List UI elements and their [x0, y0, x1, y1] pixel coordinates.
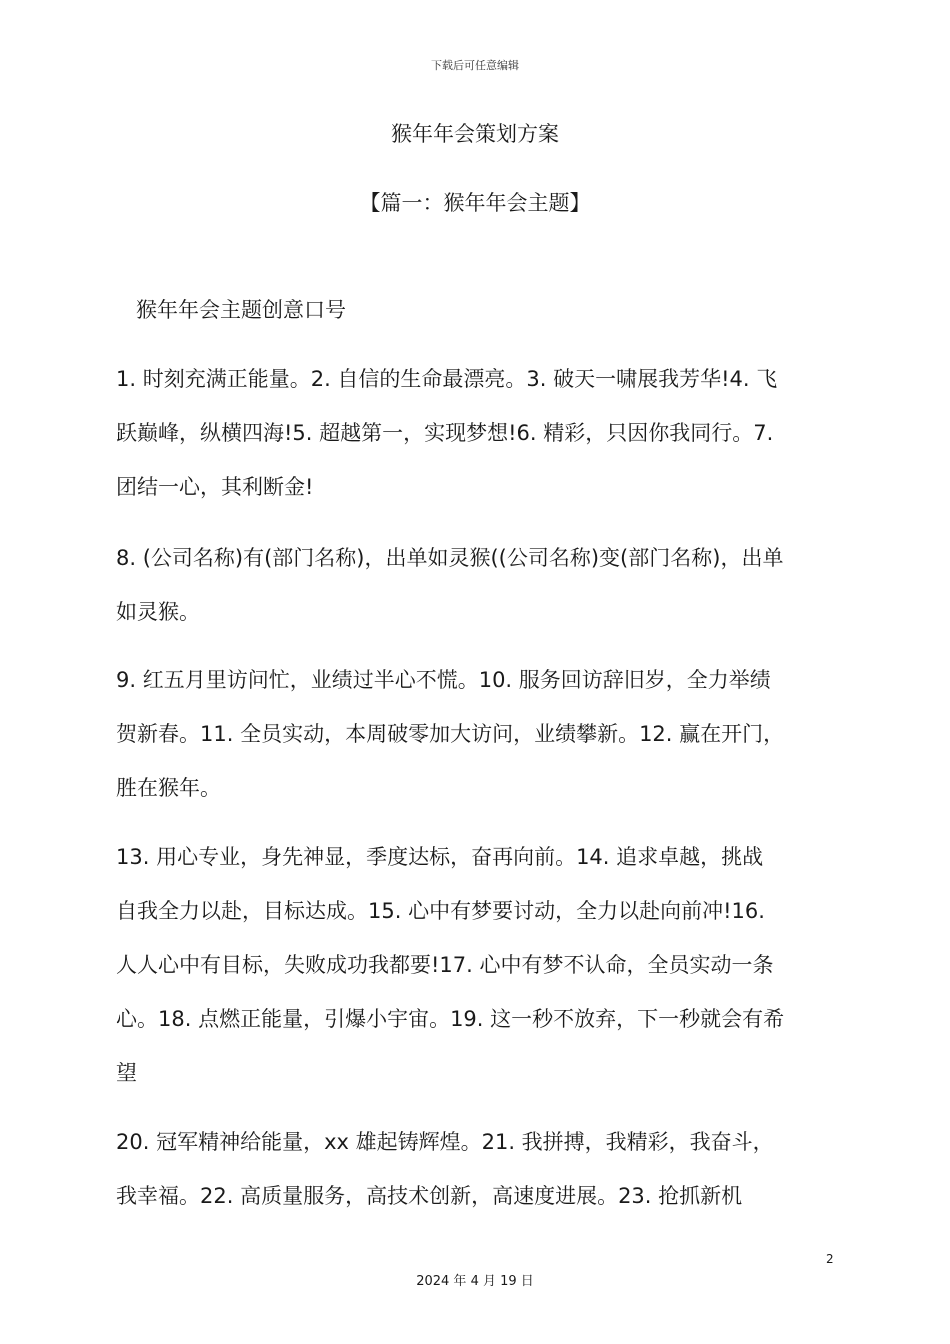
slogan-paragraph-1: [116, 352, 841, 514]
paragraph-line: 人人心中有目标，失败成功我都要!17. 心中有梦不认命，全员实动一条: [116, 953, 774, 977]
paragraph-line: 望: [116, 1061, 137, 1085]
paragraph-line: 自我全力以赴，目标达成。15. 心中有梦要讨动，全力以赴向前冲!16.: [116, 899, 765, 923]
paragraph-line: 团结一心，其利断金!: [116, 475, 314, 499]
footer-date: 2024 年 4 月 19 日: [416, 1274, 534, 1289]
slogan-paragraph-4: [116, 830, 841, 1100]
page-number: 2: [826, 1252, 834, 1266]
paragraph-line: 20. 冠军精神给能量，xx 雄起铸辉煌。21. 我拼搏，我精彩，我奋斗，: [116, 1130, 774, 1154]
paragraph-line: 心。18. 点燃正能量，引爆小宇宙。19. 这一秒不放弃，下一秒就会有希: [116, 1007, 785, 1031]
header-note: 下载后可任意编辑: [431, 59, 519, 72]
document-title: 猴年年会策划方案: [391, 122, 559, 146]
paragraph-line: 如灵猴。: [116, 600, 200, 624]
paragraph-line: 跃巅峰，纵横四海!5. 超越第一，实现梦想!6. 精彩，只因你我同行。7.: [116, 421, 774, 445]
slogan-paragraph-5: [116, 1115, 841, 1223]
slogan-paragraph-3: [116, 653, 841, 815]
section-title: 【篇一：猴年年会主题】: [359, 191, 591, 215]
paragraph-line: 1. 时刻充满正能量。2. 自信的生命最漂亮。3. 破天一啸展我芳华!4. 飞: [116, 367, 778, 391]
paragraph-line: 8. (公司名称)有(部门名称)，出单如灵猴((公司名称)变(部门名称)，出单: [116, 546, 784, 570]
paragraph-line: 我幸福。22. 高质量服务，高技术创新，高速度进展。23. 抢抓新机: [116, 1184, 743, 1208]
paragraph-line: 胜在猴年。: [116, 776, 221, 800]
paragraph-line: 贺新春。11. 全员实动，本周破零加大访问，业绩攀新。12. 赢在开门，: [116, 722, 785, 746]
slogan-heading: 猴年年会主题创意口号: [136, 298, 346, 322]
paragraph-line: 9. 红五月里访问忙，业绩过半心不慌。10. 服务回访辞旧岁，全力举绩: [116, 668, 771, 692]
paragraph-line: 13. 用心专业，身先神显，季度达标，奋再向前。14. 追求卓越，挑战: [116, 845, 764, 869]
slogan-paragraph-2: [116, 531, 841, 639]
